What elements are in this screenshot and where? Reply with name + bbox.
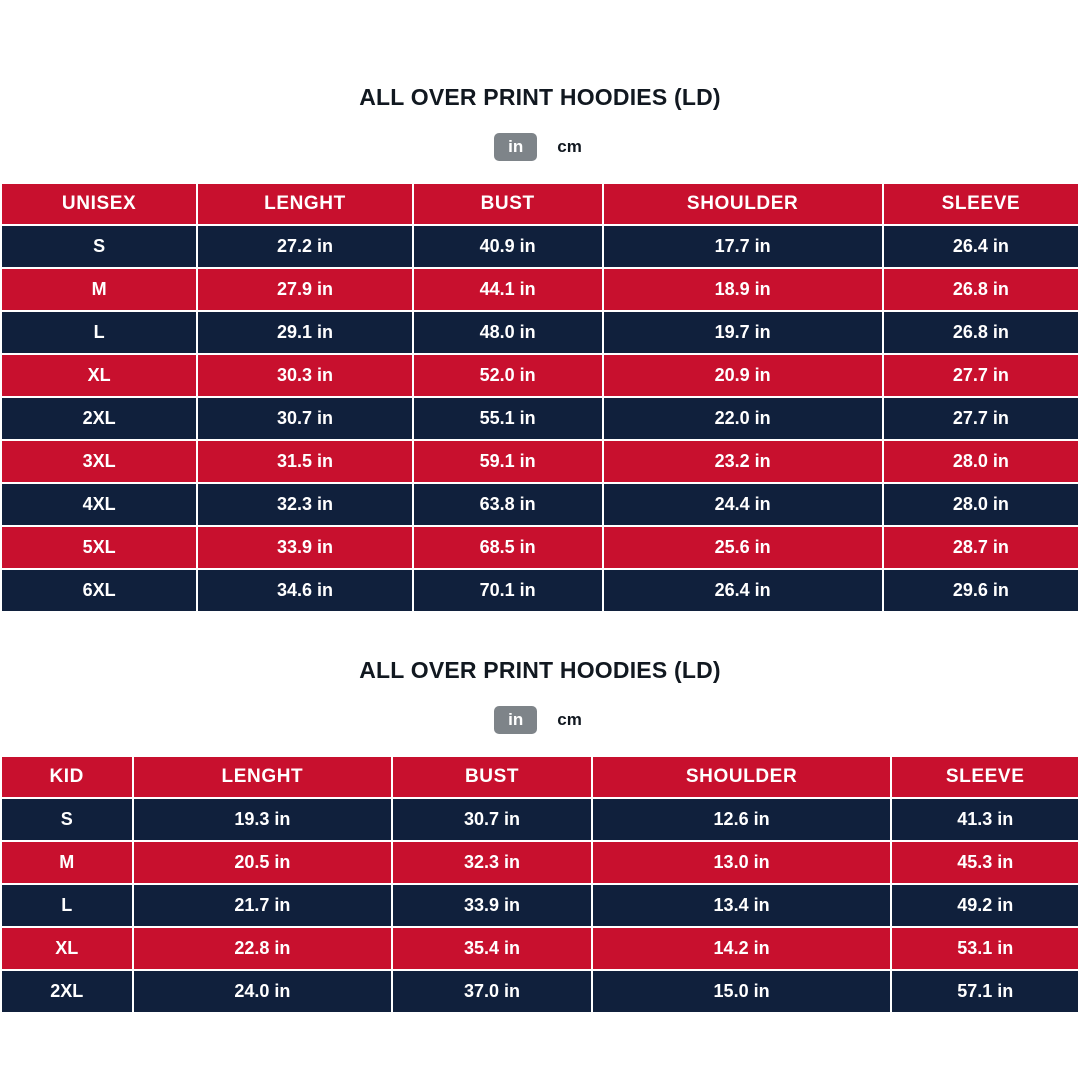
table-row: [1, 927, 1079, 970]
cell-shoulder: 24.4 in: [603, 483, 883, 526]
table-row: [1, 798, 1079, 841]
cell-sleeve: 27.7 in: [883, 397, 1079, 440]
cell-bust: 68.5 in: [413, 526, 603, 569]
cell-bust: 33.9 in: [392, 884, 591, 927]
cell-size: XL: [1, 927, 133, 970]
cell-lenght: 20.5 in: [133, 841, 393, 884]
table-row: [1, 526, 1079, 569]
cell-sleeve: 26.8 in: [883, 311, 1079, 354]
page-title-kid: ALL OVER PRINT HOODIES (LD): [359, 657, 721, 683]
cell-lenght: 34.6 in: [197, 569, 413, 612]
cell-size: M: [1, 841, 133, 884]
cell-sleeve: 53.1 in: [891, 927, 1079, 970]
table-row: [1, 440, 1079, 483]
cell-sleeve: 26.8 in: [883, 268, 1079, 311]
cell-sleeve: 28.0 in: [883, 440, 1079, 483]
cell-sleeve: 28.7 in: [883, 526, 1079, 569]
unit-button-in-kid[interactable]: in: [494, 706, 537, 734]
cell-sleeve: 45.3 in: [891, 841, 1079, 884]
cell-shoulder: 20.9 in: [603, 354, 883, 397]
cell-lenght: 21.7 in: [133, 884, 393, 927]
column-header-shoulder: SHOULDER: [603, 183, 883, 225]
table-row: [1, 970, 1079, 1013]
column-header-sleeve: SLEEVE: [883, 183, 1079, 225]
size-table-unisex: [0, 182, 1080, 613]
table-row: [1, 841, 1079, 884]
cell-size: L: [1, 884, 133, 927]
cell-shoulder: 17.7 in: [603, 225, 883, 268]
cell-shoulder: 15.0 in: [592, 970, 892, 1013]
cell-lenght: 30.7 in: [197, 397, 413, 440]
cell-sleeve: 57.1 in: [891, 970, 1079, 1013]
cell-shoulder: 26.4 in: [603, 569, 883, 612]
unit-button-cm-unisex[interactable]: cm: [557, 137, 582, 156]
cell-shoulder: 25.6 in: [603, 526, 883, 569]
cell-bust: 63.8 in: [413, 483, 603, 526]
cell-sleeve: 28.0 in: [883, 483, 1079, 526]
page-title-unisex: ALL OVER PRINT HOODIES (LD): [359, 84, 721, 110]
cell-bust: 44.1 in: [413, 268, 603, 311]
column-header-shoulder: SHOULDER: [592, 756, 892, 798]
cell-size: 2XL: [1, 397, 197, 440]
cell-shoulder: 22.0 in: [603, 397, 883, 440]
cell-shoulder: 13.0 in: [592, 841, 892, 884]
cell-size: 5XL: [1, 526, 197, 569]
cell-size: S: [1, 225, 197, 268]
cell-lenght: 27.9 in: [197, 268, 413, 311]
cell-size: XL: [1, 354, 197, 397]
cell-bust: 52.0 in: [413, 354, 603, 397]
table-row: [1, 225, 1079, 268]
cell-lenght: 31.5 in: [197, 440, 413, 483]
column-header-lenght: LENGHT: [197, 183, 413, 225]
column-header-bust: BUST: [392, 756, 591, 798]
table-row: [1, 268, 1079, 311]
cell-lenght: 22.8 in: [133, 927, 393, 970]
cell-lenght: 30.3 in: [197, 354, 413, 397]
cell-bust: 48.0 in: [413, 311, 603, 354]
size-table-kid: [0, 755, 1080, 1014]
cell-lenght: 27.2 in: [197, 225, 413, 268]
table-row: [1, 483, 1079, 526]
cell-size: 4XL: [1, 483, 197, 526]
cell-sleeve: 26.4 in: [883, 225, 1079, 268]
cell-bust: 40.9 in: [413, 225, 603, 268]
unit-button-cm-kid[interactable]: cm: [557, 710, 582, 729]
table-row: [1, 884, 1079, 927]
cell-bust: 37.0 in: [392, 970, 591, 1013]
cell-bust: 55.1 in: [413, 397, 603, 440]
table-row: [1, 397, 1079, 440]
cell-lenght: 19.3 in: [133, 798, 393, 841]
cell-shoulder: 13.4 in: [592, 884, 892, 927]
column-header-bust: BUST: [413, 183, 603, 225]
cell-size: 3XL: [1, 440, 197, 483]
cell-bust: 59.1 in: [413, 440, 603, 483]
cell-shoulder: 19.7 in: [603, 311, 883, 354]
cell-sleeve: 49.2 in: [891, 884, 1079, 927]
cell-lenght: 29.1 in: [197, 311, 413, 354]
column-header-size: UNISEX: [1, 183, 197, 225]
column-header-lenght: LENGHT: [133, 756, 393, 798]
cell-shoulder: 14.2 in: [592, 927, 892, 970]
unit-toggle-unisex[interactable]: [0, 133, 1080, 161]
table-row: [1, 311, 1079, 354]
cell-bust: 30.7 in: [392, 798, 591, 841]
cell-bust: 35.4 in: [392, 927, 591, 970]
table-header-row: [1, 183, 1079, 225]
column-header-sleeve: SLEEVE: [891, 756, 1079, 798]
table-row: [1, 354, 1079, 397]
column-header-size: KID: [1, 756, 133, 798]
cell-bust: 32.3 in: [392, 841, 591, 884]
cell-shoulder: 12.6 in: [592, 798, 892, 841]
table-header-row: [1, 756, 1079, 798]
section-kid: [0, 613, 1080, 1014]
unit-button-in-unisex[interactable]: in: [494, 133, 537, 161]
cell-lenght: 33.9 in: [197, 526, 413, 569]
cell-shoulder: 18.9 in: [603, 268, 883, 311]
cell-sleeve: 27.7 in: [883, 354, 1079, 397]
table-row: [1, 569, 1079, 612]
cell-size: S: [1, 798, 133, 841]
cell-lenght: 24.0 in: [133, 970, 393, 1013]
cell-size: 6XL: [1, 569, 197, 612]
cell-shoulder: 23.2 in: [603, 440, 883, 483]
unit-toggle-kid[interactable]: [0, 706, 1080, 734]
cell-sleeve: 29.6 in: [883, 569, 1079, 612]
cell-bust: 70.1 in: [413, 569, 603, 612]
cell-size: 2XL: [1, 970, 133, 1013]
cell-lenght: 32.3 in: [197, 483, 413, 526]
cell-size: M: [1, 268, 197, 311]
cell-size: L: [1, 311, 197, 354]
cell-sleeve: 41.3 in: [891, 798, 1079, 841]
